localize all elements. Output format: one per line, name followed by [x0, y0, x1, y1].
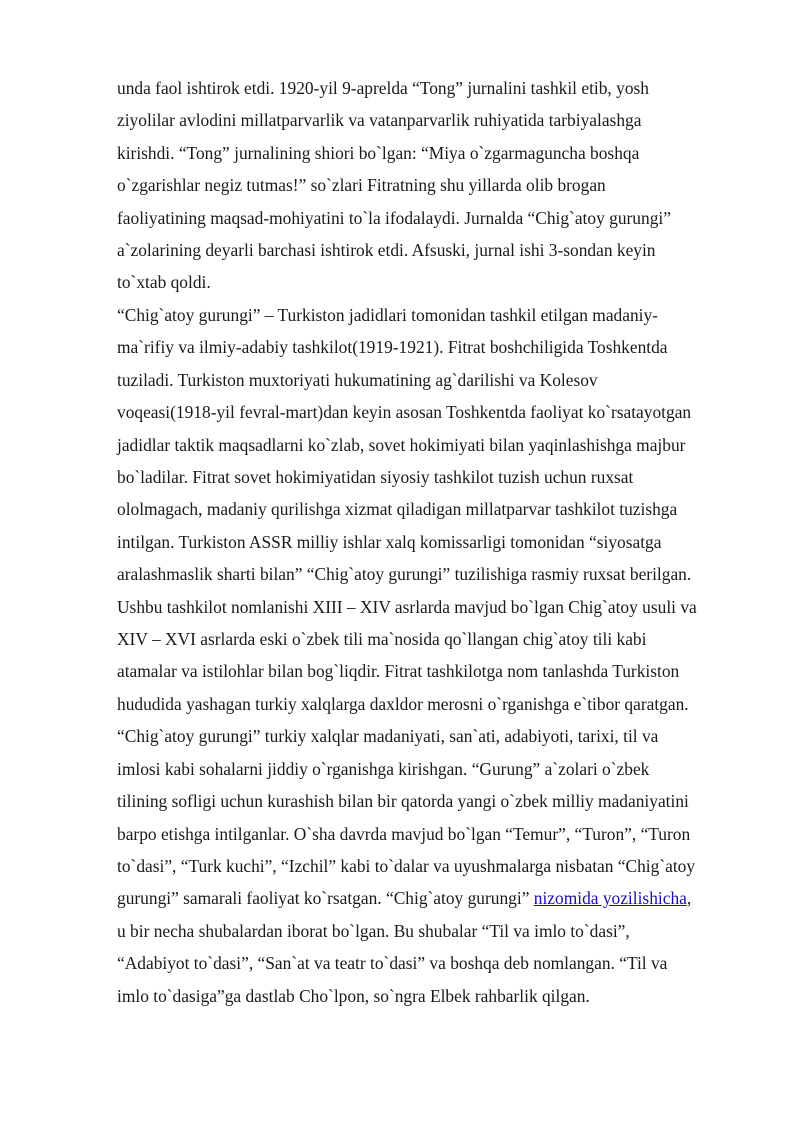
text-line: “Chig`atoy gurungi” turkiy xalqlar madaniyati, san`ati, adabiyoti, tarixi, til va	[117, 726, 659, 746]
text-line: imlosi kabi sohalarni jiddiy o`rganishga kirishgan. “Gurung” a`zolari o`zbek	[117, 759, 650, 779]
text-line: faoliyatining maqsad-mohiyatini to`la ifodalaydi. Jurnalda “Chig`atoy gurungi”	[117, 208, 671, 228]
text-line: aralashmaslik sharti bilan” “Chig`atoy gurungi” tuzilishiga rasmiy ruxsat berilgan.	[117, 564, 692, 584]
text-line: tilining sofligi uchun kurashish bilan bir qatorda yangi o`zbek milliy madaniyatini	[117, 791, 689, 811]
text-line: to`dasi”, “Turk kuchi”, “Izchil” kabi to`dalar va uyushmalarga nisbatan “Chig`atoy	[117, 856, 696, 876]
text-line: jadidlar taktik maqsadlarni ko`zlab, sovet hokimiyati bilan yaqinlashishga majbur	[117, 435, 686, 455]
text-line: “Chig`atoy gurungi” – Turkiston jadidlari tomonidan tashkil etilgan madaniy-	[117, 305, 658, 325]
text-line: unda faol ishtirok etdi. 1920-yil 9-aprelda “Tong” jurnalini tashkil etib, yosh	[117, 78, 649, 98]
text-line: u bir necha shubalardan iborat bo`lgan. Bu shubalar “Til va imlo to`dasi”,	[117, 921, 630, 941]
text-segment: gurungi” samarali faoliyat ko`rsatgan. “Chig`atoy gurungi”	[117, 888, 534, 908]
text-line: voqeasi(1918-yil fevral-mart)dan keyin asosan Toshkentda faoliyat ko`rsatayotgan	[117, 402, 692, 422]
text-line: Ushbu tashkilot nomlanishi XIII – XIV asrlarda mavjud bo`lgan Chig`atoy usuli va	[117, 597, 697, 617]
text-line: kirishdi. “Tong” jurnalining shiori bo`lgan: “Miya o`zgarmaguncha boshqa	[117, 143, 640, 163]
text-line: “Adabiyot to`dasi”, “San`at va teatr to`dasi” va boshqa deb nomlangan. “Til va	[117, 953, 668, 973]
nizomida-link[interactable]: nizomida yozilishicha	[533, 888, 687, 908]
text-line: barpo etishga intilganlar. O`sha davrda mavjud bo`lgan “Temur”, “Turon”, “Turon	[117, 824, 691, 844]
text-line: tuziladi. Turkiston muxtoriyati hukumatining ag`darilishi va Kolesov	[117, 370, 598, 390]
text-line: hududida yashagan turkiy xalqlarga daxldor merosni o`rganishga e`tibor qaratgan.	[117, 694, 689, 714]
text-line: intilgan. Turkiston ASSR milliy ishlar xalq komissarligi tomonidan “siyosatga	[117, 532, 662, 552]
text-line: XIV – XVI asrlarda eski o`zbek tili ma`nosida qo`llangan chig`atoy tili kabi	[117, 629, 647, 649]
text-line: o`zgarishlar negiz tutmas!” so`zlari Fitratning shu yillarda olib brogan	[117, 175, 606, 195]
text-line: ma`rifiy va ilmiy-adabiy tashkilot(1919-1921). Fitrat boshchiligida Toshkentda	[117, 337, 668, 357]
text-segment: ,	[686, 888, 692, 908]
text-line-with-link	[117, 887, 691, 909]
text-line: a`zolarining deyarli barchasi ishtirok etdi. Afsuski, jurnal ishi 3-sondan keyin	[117, 240, 656, 260]
text-line: bo`ladilar. Fitrat sovet hokimiyatidan siyosiy tashkilot tuzish uchun ruxsat	[117, 467, 634, 487]
text-line: ololmagach, madaniy qurilishga xizmat qiladigan millatparvar tashkilot tuzishga	[117, 499, 678, 519]
text-line: imlo to`dasiga”ga dastlab Cho`lpon, so`ngra Elbek rahbarlik qilgan.	[117, 986, 590, 1006]
text-line: atamalar va istilohlar bilan bog`liqdir. Fitrat tashkilotga nom tanlashda Turkiston	[117, 661, 680, 681]
text-line: to`xtab qoldi.	[117, 272, 211, 292]
text-line: ziyolilar avlodini millatparvarlik va vatanparvarlik ruhiyatida tarbiyalashga	[117, 110, 642, 130]
